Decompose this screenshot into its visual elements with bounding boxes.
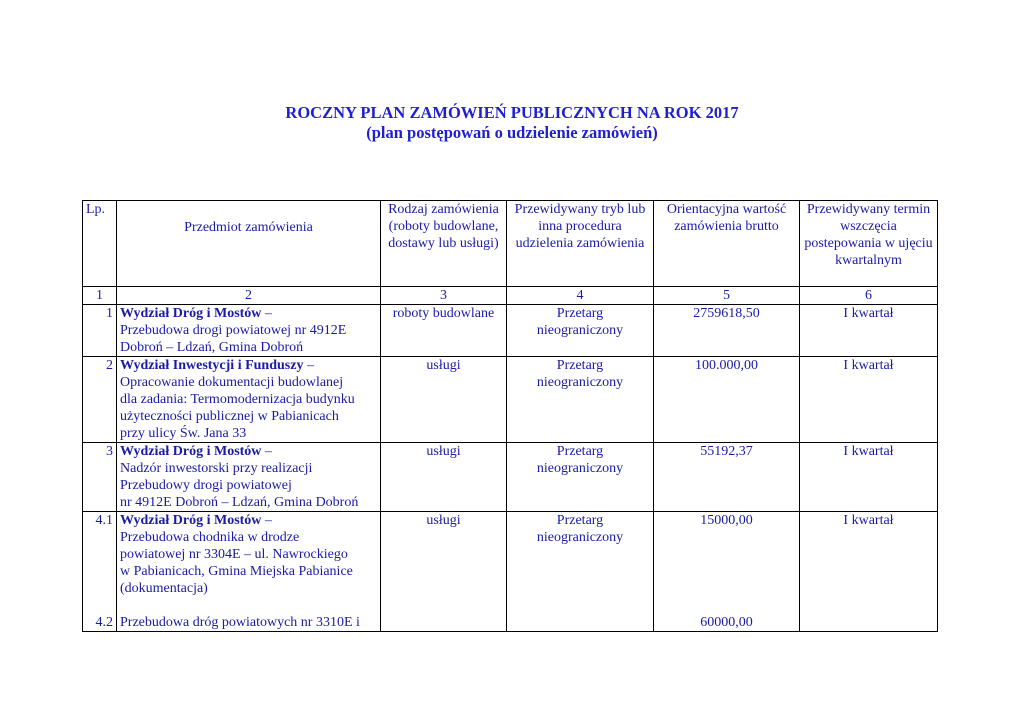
description-line: w Pabianicach, Gmina Miejska Pabianice: [120, 564, 353, 579]
table-header-row: [83, 201, 938, 287]
tryb-line: Przetarg: [556, 444, 604, 459]
row-rodzaj: roboty budowlane: [381, 305, 507, 357]
description-line: powiatowej nr 3304E – ul. Nawrockiego: [120, 547, 348, 562]
lp-value: 4.2: [95, 615, 113, 630]
dash: –: [261, 306, 272, 321]
lp-value: 4.1: [95, 513, 113, 528]
col-number: 5: [654, 287, 800, 305]
header-wartosc: Orientacyjna wartość zamówienia brutto: [654, 201, 800, 287]
description-line: Przebudowa dróg powiatowych nr 3310E i: [120, 615, 360, 630]
row-tryb: [507, 512, 654, 632]
col-number: 1: [83, 287, 117, 305]
department-name: Wydział Dróg i Mostów: [120, 444, 262, 459]
dash: –: [303, 358, 314, 373]
row-tryb: [507, 357, 654, 443]
row-wartosc: 100.000,00: [654, 357, 800, 443]
row-wartosc: 55192,37: [654, 443, 800, 512]
description-line: Przebudowa drogi powiatowej nr 4912E: [120, 323, 347, 338]
col-number: 4: [507, 287, 654, 305]
col-number: 6: [800, 287, 938, 305]
row-tryb: [507, 443, 654, 512]
table-row: [83, 443, 938, 512]
row-przedmiot: [117, 443, 381, 512]
row-lp: 2: [83, 357, 117, 443]
column-number-row: [83, 287, 938, 305]
row-rodzaj: usługi: [381, 357, 507, 443]
wartosc-value: 60000,00: [700, 615, 753, 630]
tryb-line: nieograniczony: [536, 323, 624, 338]
dash: –: [261, 513, 272, 528]
tryb-line: Przetarg: [556, 513, 604, 528]
title-line-1: ROCZNY PLAN ZAMÓWIEŃ PUBLICZNYCH NA ROK 2017: [285, 103, 739, 122]
header-przedmiot: Przedmiot zamówienia: [117, 201, 381, 287]
description-line: Opracowanie dokumentacji budowlanej: [120, 375, 344, 390]
row-termin: I kwartał: [800, 357, 938, 443]
table-row: [83, 357, 938, 443]
dash: –: [261, 444, 272, 459]
description-line: Nadzór inwestorski przy realizacji: [120, 461, 313, 476]
row-przedmiot: [117, 512, 381, 632]
description-line: Przebudowa chodnika w drodze: [120, 530, 300, 545]
row-rodzaj: usługi: [381, 443, 507, 512]
description-line: (dokumentacja): [120, 581, 208, 596]
tryb-line: nieograniczony: [536, 375, 624, 390]
department-name: Wydział Inwestycji i Funduszy: [120, 358, 304, 373]
row-termin: I kwartał: [800, 305, 938, 357]
row-lp: [83, 512, 117, 632]
row-przedmiot: [117, 305, 381, 357]
row-wartosc: 2759618,50: [654, 305, 800, 357]
tryb-line: nieograniczony: [536, 530, 624, 545]
procurement-plan-table: [82, 200, 938, 632]
header-termin: Przewidywany termin wszczęcia postepowania w ujęciu kwartalnym: [800, 201, 938, 287]
description-line: Dobroń – Ldzań, Gmina Dobroń: [120, 340, 304, 355]
row-wartosc: [654, 512, 800, 632]
description-line: Przebudowy drogi powiatowej: [120, 478, 292, 493]
description-line: dla zadania: Termomodernizacja budynku: [120, 392, 355, 407]
header-tryb: Przewidywany tryb lub inna procedura udzielenia zamówienia: [507, 201, 654, 287]
description-line: użyteczności publicznej w Pabianicach: [120, 409, 339, 424]
col-number: 3: [381, 287, 507, 305]
header-lp: Lp.: [83, 201, 117, 287]
document-title: [0, 103, 1024, 143]
table-row: [83, 305, 938, 357]
row-lp: 3: [83, 443, 117, 512]
row-rodzaj: usługi: [381, 512, 507, 632]
wartosc-value: 15000,00: [700, 513, 753, 528]
col-number: 2: [117, 287, 381, 305]
tryb-line: nieograniczony: [536, 461, 624, 476]
description-line: przy ulicy Św. Jana 33: [120, 426, 247, 441]
department-name: Wydział Dróg i Mostów: [120, 306, 262, 321]
row-tryb: [507, 305, 654, 357]
header-rodzaj: Rodzaj zamówienia (roboty budowlane, dostawy lub usługi): [381, 201, 507, 287]
row-przedmiot: [117, 357, 381, 443]
row-termin: I kwartał: [800, 512, 938, 632]
department-name: Wydział Dróg i Mostów: [120, 513, 262, 528]
row-lp: 1: [83, 305, 117, 357]
description-line: nr 4912E Dobroń – Ldzań, Gmina Dobroń: [120, 495, 359, 510]
row-termin: I kwartał: [800, 443, 938, 512]
tryb-line: Przetarg: [556, 306, 604, 321]
tryb-line: Przetarg: [556, 358, 604, 373]
title-line-2: (plan postępowań o udzielenie zamówień): [366, 123, 658, 142]
table-row: [83, 512, 938, 632]
